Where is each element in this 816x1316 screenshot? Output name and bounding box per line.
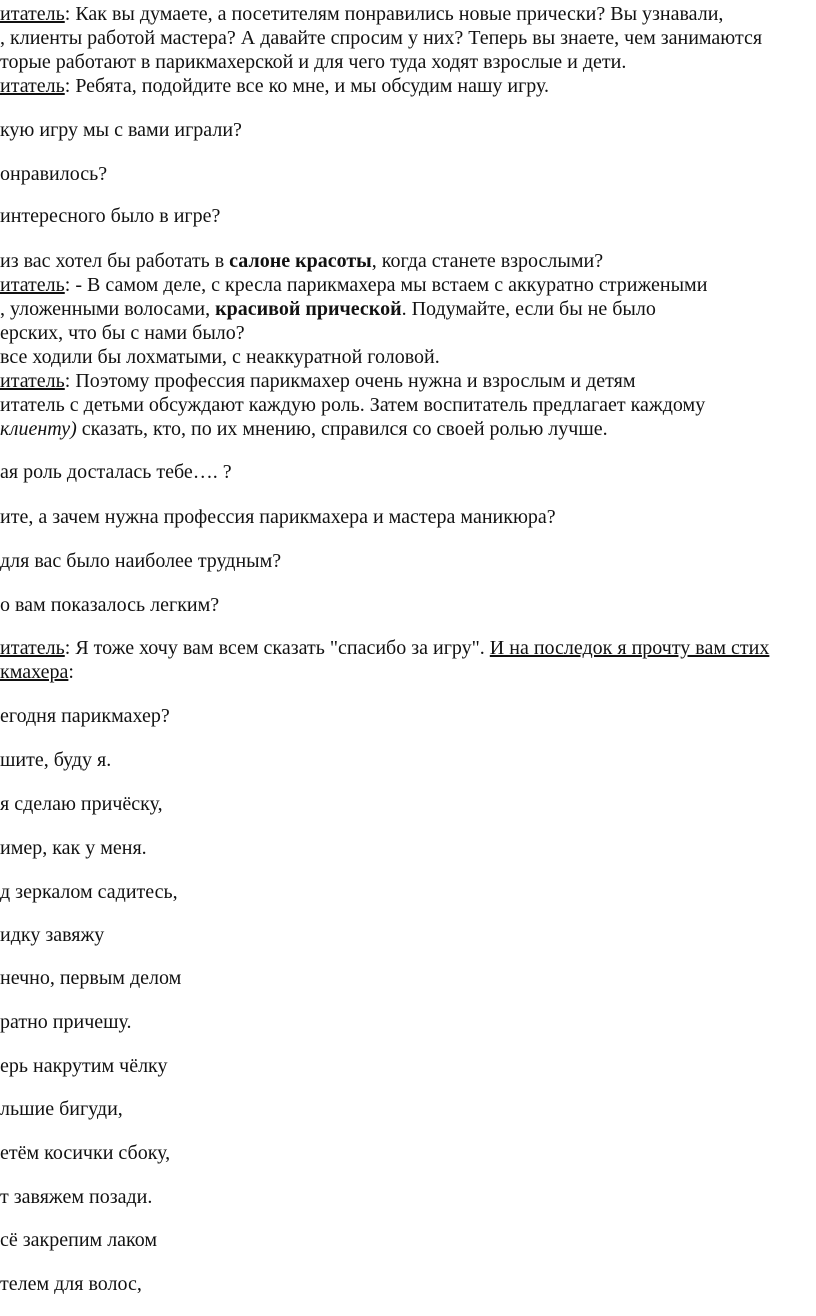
text-line (0, 923, 104, 947)
text-line (0, 880, 178, 904)
bold-text: салоне красоты (229, 250, 372, 272)
text-line (0, 593, 219, 617)
text-line (0, 74, 549, 98)
text-segment: все ходили бы лохматыми, с неаккуратной головой. (0, 346, 440, 368)
underlined-text: кмахера (0, 661, 69, 683)
text-segment: интересного было в игре? (0, 205, 221, 227)
text-segment: сё закрепим лаком (0, 1229, 158, 1251)
underlined-text: итатель (0, 637, 65, 659)
text-segment: , уложенными волосами, (0, 298, 216, 320)
text-segment: , когда станете взрослыми? (371, 250, 604, 272)
text-segment: : Ребята, подойдите все ко мне, и мы обсудим нашу игру. (64, 75, 550, 97)
text-line (0, 460, 232, 484)
text-line (0, 162, 107, 186)
text-segment: о вам показалось легким? (0, 594, 220, 616)
text-segment: т завяжем позади. (0, 1186, 153, 1208)
text-segment: . Подумайте, если бы не было (401, 298, 656, 320)
text-segment: для вас было наиболее трудным? (0, 550, 282, 572)
text-line (0, 50, 626, 74)
bold-text: красивой прической (215, 298, 402, 320)
text-line (0, 636, 769, 660)
text-segment: из вас хотел бы работать в (0, 250, 230, 272)
text-line (0, 1185, 152, 1209)
text-segment: телем для волос, (0, 1273, 142, 1295)
text-line (0, 393, 705, 417)
text-line (0, 118, 242, 142)
text-segment: д зеркалом садитесь, (0, 881, 178, 903)
text-segment: , клиенты работой мастера? А давайте спросим у них? Теперь вы знаете, чем занимаются (0, 27, 763, 49)
text-line (0, 345, 440, 369)
text-segment: итатель с детьми обсуждают каждую роль. Затем воспитатель предлагает каждому (0, 394, 706, 416)
text-segment: ерь накрутим чёлку (0, 1055, 168, 1077)
text-line (0, 369, 635, 393)
text-segment: я сделаю причёску, (0, 793, 163, 815)
text-line (0, 297, 656, 321)
text-segment: : - В самом деле, с кресла парикмахера мы встаем с аккуратно стрижеными (64, 274, 708, 296)
text-segment: шите, буду я. (0, 749, 112, 771)
text-line (0, 836, 147, 860)
text-segment: : Поэтому профессия парикмахер очень нужна и взрослым и детям (64, 370, 636, 392)
italic-text: клиенту) (0, 418, 77, 440)
underlined-text: итатель (0, 370, 65, 392)
text-line (0, 704, 170, 728)
text-line (0, 417, 608, 441)
text-segment: ите, а зачем нужна профессия парикмахера и мастера маникюра? (0, 506, 556, 528)
text-line (0, 1010, 132, 1034)
text-line (0, 26, 762, 50)
text-line (0, 321, 245, 345)
text-segment: ратно причешу. (0, 1011, 132, 1033)
text-line (0, 204, 220, 228)
text-segment: кую игру мы с вами играли? (0, 119, 242, 141)
underlined-text: итатель (0, 75, 65, 97)
text-segment: : Как вы думаете, а посетителям понравились новые прически? Вы узнавали, (64, 3, 724, 25)
text-segment: ерских, что бы с нами было? (0, 322, 245, 344)
text-segment: етём косички сбоку, (0, 1142, 171, 1164)
text-line (0, 1141, 170, 1165)
text-line (0, 748, 111, 772)
text-segment: : (68, 661, 74, 683)
underlined-text: И на последок я прочту вам стих (489, 637, 770, 659)
text-line (0, 660, 74, 684)
text-segment: имер, как у меня. (0, 837, 147, 859)
text-segment: ая роль досталась тебе…. ? (0, 461, 232, 483)
text-line (0, 1054, 167, 1078)
text-line (0, 549, 281, 573)
text-segment: идку завяжу (0, 924, 105, 946)
text-line (0, 1097, 123, 1121)
text-line (0, 249, 603, 273)
underlined-text: итатель (0, 274, 65, 296)
text-segment: онравилось? (0, 163, 108, 185)
text-segment: : Я тоже хочу вам всем сказать "спасибо за игру". (64, 637, 490, 659)
text-segment: торые работают в парикмахерской и для чего туда ходят взрослые и дети. (0, 51, 627, 73)
text-segment: льшие бигуди, (0, 1098, 123, 1120)
text-segment: егодня парикмахер? (0, 705, 170, 727)
text-line (0, 966, 181, 990)
underlined-text: итатель (0, 3, 65, 25)
text-line (0, 2, 723, 26)
text-segment: нечно, первым делом (0, 967, 182, 989)
text-segment: сказать, кто, по их мнению, справился со своей ролью лучше. (76, 418, 608, 440)
text-line (0, 792, 163, 816)
text-line (0, 505, 556, 529)
text-line (0, 1272, 142, 1296)
text-line (0, 1228, 157, 1252)
text-line (0, 273, 707, 297)
